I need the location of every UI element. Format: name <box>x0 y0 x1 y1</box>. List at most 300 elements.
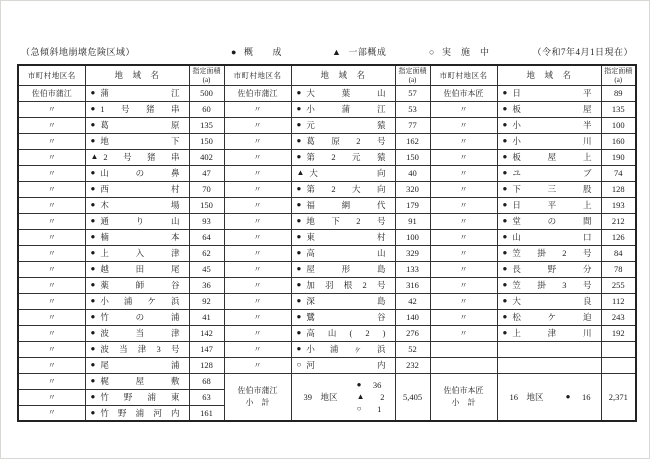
area-name-text: 通 り 山 <box>100 215 180 226</box>
district-cell: 〃 <box>18 133 85 149</box>
header-area-name: 地 域 名 <box>497 65 601 85</box>
district-cell: 佐伯市蒲江 <box>224 85 291 101</box>
in-progress-marker-icon: ○ <box>296 360 302 369</box>
district-cell: 〃 <box>224 245 291 261</box>
designated-area-cell: 500 <box>189 85 224 101</box>
completed-marker-icon: ● <box>90 376 96 385</box>
table-row <box>18 85 636 101</box>
district-cell: 〃 <box>224 325 291 341</box>
district-cell: 〃 <box>18 293 85 309</box>
area-name-text: 波 当 津 <box>100 327 180 338</box>
area-name-cell <box>85 245 189 261</box>
designated-area-cell: 60 <box>189 101 224 117</box>
area-name-cell <box>497 117 601 133</box>
area-name-text: 西 村 <box>100 183 180 194</box>
district-cell: 〃 <box>18 325 85 341</box>
district-cell: 〃 <box>18 261 85 277</box>
area-name <box>86 233 189 242</box>
subtotal-summary-cell <box>291 373 395 421</box>
table-row <box>18 357 636 373</box>
area-name <box>86 297 189 306</box>
area-name <box>292 153 395 162</box>
area-name <box>498 281 601 290</box>
partially-completed-marker-icon: ▲ <box>90 152 99 161</box>
area-name <box>498 105 601 114</box>
area-name-cell <box>85 389 189 405</box>
area-name <box>86 105 189 114</box>
area-name-cell <box>85 325 189 341</box>
area-name-cell <box>291 197 395 213</box>
marker-count-value: 16 <box>582 391 591 402</box>
area-name <box>292 121 395 130</box>
area-name <box>86 393 189 402</box>
district-cell: 〃 <box>430 293 497 309</box>
designated-area-cell: 162 <box>395 133 430 149</box>
area-name-cell <box>85 181 189 197</box>
district-cell: 〃 <box>224 309 291 325</box>
area-name-cell <box>85 341 189 357</box>
area-name-text: 竹 野 浦 東 <box>100 391 180 402</box>
area-name-cell <box>291 261 395 277</box>
completed-marker-icon: ● <box>502 136 508 145</box>
subtotal-district-name: 佐伯市本匠 <box>443 385 484 395</box>
completed-marker-icon: ● <box>296 88 302 97</box>
area-name <box>292 89 395 98</box>
area-name-text: 高 山 ( 2 ) <box>306 327 386 338</box>
district-cell: 佐伯市本匠 <box>430 85 497 101</box>
table-row <box>18 117 636 133</box>
area-name-cell <box>497 357 601 373</box>
marker-count-value: 1 <box>377 403 382 414</box>
completed-marker-icon: ● <box>502 152 508 161</box>
completed-marker-icon: ● <box>502 88 508 97</box>
area-name <box>498 265 601 274</box>
completed-marker-icon: ● <box>502 232 508 241</box>
district-cell: 〃 <box>18 117 85 133</box>
area-name-text: 小 川 <box>512 135 592 146</box>
area-name-text: 東 村 <box>306 231 386 242</box>
area-name <box>86 361 189 370</box>
table-row <box>18 325 636 341</box>
district-cell: 〃 <box>18 373 85 389</box>
subtotal-label: 小 計 <box>451 397 476 407</box>
area-name <box>86 265 189 274</box>
area-name-cell <box>497 197 601 213</box>
area-name-text: 下 三 股 <box>512 183 592 194</box>
header-area-name: 地 域 名 <box>291 65 395 85</box>
partially-completed-marker-icon: ▲ <box>296 168 305 177</box>
area-name <box>86 185 189 194</box>
area-name <box>292 249 395 258</box>
designated-area-cell: 45 <box>189 261 224 277</box>
area-name-text: 竹 の 浦 <box>100 311 180 322</box>
designated-area-cell: 193 <box>601 197 636 213</box>
completed-marker-icon: ● <box>90 407 96 417</box>
district-cell: 〃 <box>224 229 291 245</box>
subtotal-summary-cell <box>497 373 601 421</box>
area-name <box>86 201 189 210</box>
area-name-cell <box>497 85 601 101</box>
district-cell: 〃 <box>430 261 497 277</box>
district-cell: 〃 <box>224 197 291 213</box>
district-cell: 〃 <box>430 325 497 341</box>
area-name <box>498 329 601 338</box>
area-name <box>292 329 395 338</box>
subtotal-district-cell <box>224 373 291 421</box>
designated-area-cell: 140 <box>395 309 430 325</box>
area-name-text: 尾 浦 <box>100 359 180 370</box>
designated-area-cell: 192 <box>601 325 636 341</box>
district-cell: 〃 <box>18 389 85 405</box>
area-name <box>292 201 395 210</box>
area-name-text: 小 蒲 江 <box>306 103 386 114</box>
designated-area-cell: 316 <box>395 277 430 293</box>
completed-marker-icon: ● <box>296 152 302 161</box>
area-name-text: 蒲 江 <box>100 87 180 98</box>
area-name <box>292 297 395 306</box>
completed-marker-icon: ● <box>502 328 508 337</box>
district-cell: 〃 <box>430 197 497 213</box>
area-name-text: 笠 掛 2 号 <box>512 247 592 258</box>
area-name-cell <box>291 117 395 133</box>
table-row <box>18 133 636 149</box>
district-cell: 〃 <box>224 277 291 293</box>
area-name-text: 竹 野 浦 河 内 <box>100 407 180 418</box>
completed-marker-icon: ● <box>90 344 96 353</box>
subtotal-label: 小 計 <box>245 397 270 407</box>
completed-marker-icon: ● <box>502 216 508 225</box>
area-name-cell <box>497 245 601 261</box>
district-cell: 佐伯市蒲江 <box>18 85 85 101</box>
area-name-text: 山 口 <box>512 231 592 242</box>
completed-marker-icon: ● <box>231 47 237 57</box>
subtotal-marker-count <box>357 392 385 402</box>
legend-item-completed <box>231 45 282 58</box>
area-name-cell <box>291 325 395 341</box>
district-cell: 〃 <box>224 149 291 165</box>
area-name <box>86 409 189 418</box>
designated-area-cell: 150 <box>395 149 430 165</box>
area-name <box>292 233 395 242</box>
area-name <box>292 281 395 290</box>
area-name <box>292 313 395 322</box>
header-designated-area: 指定面積(a) <box>189 65 224 85</box>
area-name-text: 松 ケ 迫 <box>512 311 592 322</box>
area-name-text: 大 向 <box>309 167 386 178</box>
area-name <box>292 265 395 274</box>
completed-marker-icon: ● <box>90 184 96 193</box>
area-name-text: 大 葉 山 <box>306 87 386 98</box>
area-name <box>86 217 189 226</box>
partially-completed-marker-icon: ▲ <box>356 391 365 401</box>
designated-area-cell <box>601 357 636 373</box>
area-name <box>498 89 601 98</box>
partially-completed-marker-icon: ▲ <box>332 47 342 57</box>
area-name <box>86 153 189 162</box>
designated-area-cell <box>601 341 636 357</box>
designated-area-cell: 47 <box>189 165 224 181</box>
area-name-cell <box>291 85 395 101</box>
area-name-cell <box>497 165 601 181</box>
designated-area-cell: 68 <box>189 373 224 389</box>
area-name-cell <box>85 261 189 277</box>
area-name <box>498 121 601 130</box>
district-cell: 〃 <box>18 245 85 261</box>
area-name-text: 波 当 津 3 号 <box>100 343 180 354</box>
completed-marker-icon: ● <box>90 360 96 369</box>
area-name-cell <box>291 293 395 309</box>
subtotal-district-count: 16 地区 <box>509 391 544 402</box>
area-name-text: 河 内 <box>306 359 386 370</box>
area-name-text: 地 下 2 号 <box>306 215 386 226</box>
district-cell: 〃 <box>430 117 497 133</box>
area-name-text: 葛 原 <box>100 119 180 130</box>
area-name-text: 1 号 猪 串 <box>100 103 180 114</box>
completed-marker-icon: ● <box>90 88 96 97</box>
area-name <box>292 361 395 370</box>
area-name-text: 加 羽 根 2 号 <box>306 279 386 290</box>
area-name <box>86 169 189 178</box>
designated-area-cell: 78 <box>601 261 636 277</box>
area-name-cell <box>497 213 601 229</box>
area-name-text: 鷺 谷 <box>306 311 386 322</box>
area-name-text: 上 津 川 <box>512 327 592 338</box>
district-cell: 〃 <box>18 229 85 245</box>
designated-area-cell: 179 <box>395 197 430 213</box>
area-name-text: 山 の 鼻 <box>100 167 180 178</box>
designated-area-cell: 212 <box>601 213 636 229</box>
header-designated-area: 指定面積(a) <box>395 65 430 85</box>
as-of-date: （令和7年4月1日現在） <box>532 47 633 57</box>
table-row <box>18 261 636 277</box>
table-row <box>18 277 636 293</box>
district-cell: 〃 <box>18 165 85 181</box>
completed-marker-icon: ● <box>296 136 302 145</box>
designated-area-cell: 40 <box>395 165 430 181</box>
district-cell: 〃 <box>224 341 291 357</box>
area-name-text: 小 浦 ヶ 浜 <box>306 343 386 354</box>
table-row <box>18 181 636 197</box>
area-name-cell <box>497 181 601 197</box>
header-district: 市町村地区名 <box>18 65 85 85</box>
header-district: 市町村地区名 <box>430 65 497 85</box>
area-name-text: 高 山 <box>306 247 386 258</box>
area-name-cell <box>291 309 395 325</box>
area-name-cell <box>497 325 601 341</box>
area-name-cell <box>85 117 189 133</box>
completed-marker-icon: ● <box>502 280 508 289</box>
district-cell: 〃 <box>18 405 85 421</box>
completed-marker-icon: ● <box>296 296 302 305</box>
subtotal-marker-count <box>566 392 591 402</box>
completed-marker-icon: ● <box>502 312 508 321</box>
area-name-cell <box>291 133 395 149</box>
area-name-text: 梶 屋 敷 <box>100 375 180 386</box>
designated-area-cell: 147 <box>189 341 224 357</box>
area-name-cell <box>85 357 189 373</box>
area-name-cell <box>85 149 189 165</box>
area-name-cell <box>497 261 601 277</box>
area-name-cell <box>291 149 395 165</box>
area-name-cell <box>497 133 601 149</box>
designated-area-cell: 77 <box>395 117 430 133</box>
district-cell <box>430 341 497 357</box>
designated-area-cell: 84 <box>601 245 636 261</box>
district-cell: 〃 <box>224 213 291 229</box>
completed-marker-icon: ● <box>502 264 508 273</box>
area-name <box>498 153 601 162</box>
designated-area-cell: 135 <box>601 101 636 117</box>
area-name <box>86 281 189 290</box>
area-name-cell <box>497 309 601 325</box>
designated-area-cell: 112 <box>601 293 636 309</box>
completed-marker-icon: ● <box>90 200 96 209</box>
completed-marker-icon: ● <box>90 312 96 321</box>
designated-area-cell: 63 <box>189 389 224 405</box>
completed-marker-icon: ● <box>356 379 362 389</box>
table-row <box>18 101 636 117</box>
area-name-text: 2 号 猪 串 <box>103 151 180 162</box>
completed-marker-icon: ● <box>502 120 508 129</box>
completed-marker-icon: ● <box>90 280 96 289</box>
table-row <box>18 149 636 165</box>
subtotal-marker-count <box>357 380 385 390</box>
designated-area-cell: 52 <box>395 341 430 357</box>
area-name-text: 堂 の 間 <box>512 215 592 226</box>
district-cell: 〃 <box>430 181 497 197</box>
completed-marker-icon: ● <box>90 104 96 113</box>
header-designated-area: 指定面積(a) <box>601 65 636 85</box>
completed-marker-icon: ● <box>296 104 302 113</box>
designated-area-cell: 57 <box>395 85 430 101</box>
area-name-cell <box>85 101 189 117</box>
in-progress-marker-icon: ○ <box>429 47 435 57</box>
designated-area-cell: 190 <box>601 149 636 165</box>
area-name <box>498 297 601 306</box>
district-cell: 〃 <box>18 101 85 117</box>
legend-item-in-progress <box>429 45 489 58</box>
designated-area-cell: 91 <box>395 213 430 229</box>
table-row <box>18 373 636 389</box>
designated-area-cell: 74 <box>601 165 636 181</box>
table-row <box>18 165 636 181</box>
area-name-cell <box>85 373 189 389</box>
completed-marker-icon: ● <box>296 344 302 353</box>
completed-marker-icon: ● <box>90 216 96 225</box>
completed-marker-icon: ● <box>502 168 508 177</box>
designated-area-cell: 128 <box>189 357 224 373</box>
area-name-cell <box>85 309 189 325</box>
area-name-text: 第 2 元 猿 <box>306 151 386 162</box>
district-cell: 〃 <box>430 101 497 117</box>
designated-area-cell: 133 <box>395 261 430 277</box>
designated-area-cell: 92 <box>189 293 224 309</box>
area-name <box>292 345 395 354</box>
area-name-cell <box>85 213 189 229</box>
area-name-text: 元 猿 <box>306 119 386 130</box>
area-name-cell <box>497 101 601 117</box>
area-name-cell <box>291 165 395 181</box>
area-name-cell <box>85 229 189 245</box>
area-name-text: 小 半 <box>512 119 592 130</box>
district-cell: 〃 <box>224 117 291 133</box>
area-name-text: 笠 掛 3 号 <box>512 279 592 290</box>
district-cell: 〃 <box>224 181 291 197</box>
completed-marker-icon: ● <box>90 264 96 273</box>
designated-area-cell: 160 <box>601 133 636 149</box>
district-cell: 〃 <box>430 245 497 261</box>
completed-marker-icon: ● <box>296 200 302 209</box>
legend-label: 実 施 中 <box>441 47 490 57</box>
area-name-cell <box>497 341 601 357</box>
table-row <box>18 213 636 229</box>
designated-area-cell: 100 <box>395 229 430 245</box>
completed-marker-icon: ● <box>90 120 96 129</box>
designated-area-cell: 150 <box>189 133 224 149</box>
area-name <box>86 89 189 98</box>
area-name-cell <box>85 293 189 309</box>
area-name-text: 越 田 尾 <box>100 263 180 274</box>
completed-marker-icon: ● <box>296 232 302 241</box>
area-name-cell <box>85 405 189 421</box>
table-body <box>18 85 636 421</box>
designated-area-cell: 62 <box>189 245 224 261</box>
area-name-cell <box>291 277 395 293</box>
designated-area-cell: 329 <box>395 245 430 261</box>
area-name <box>498 201 601 210</box>
designated-area-cell: 402 <box>189 149 224 165</box>
area-name-text: ユ ブ <box>512 167 592 178</box>
area-name <box>292 185 395 194</box>
area-name-cell <box>85 165 189 181</box>
completed-marker-icon: ● <box>296 184 302 193</box>
designated-area-cell: 70 <box>189 181 224 197</box>
designated-area-cell: 276 <box>395 325 430 341</box>
area-name <box>498 233 601 242</box>
area-name-cell <box>497 277 601 293</box>
designated-area-cell: 53 <box>395 101 430 117</box>
subtotal-marker-counts <box>357 380 385 414</box>
area-name-text: 福 網 代 <box>306 199 386 210</box>
area-name <box>86 345 189 354</box>
completed-marker-icon: ● <box>296 248 302 257</box>
district-cell: 〃 <box>430 165 497 181</box>
area-name-text: 小 浦 ケ 浜 <box>100 295 180 306</box>
designated-area-cell: 36 <box>189 277 224 293</box>
district-cell: 〃 <box>18 357 85 373</box>
area-name <box>86 121 189 130</box>
completed-marker-icon: ● <box>296 280 302 289</box>
completed-marker-icon: ● <box>90 296 96 305</box>
completed-marker-icon: ● <box>90 328 96 337</box>
area-name-cell <box>85 133 189 149</box>
area-name-text: 屋 形 島 <box>306 263 386 274</box>
hazard-area-table <box>17 64 637 422</box>
district-cell: 〃 <box>430 229 497 245</box>
completed-marker-icon: ● <box>502 248 508 257</box>
district-cell: 〃 <box>224 261 291 277</box>
designated-area-cell: 64 <box>189 229 224 245</box>
area-name-text: 葛 原 2 号 <box>306 135 386 146</box>
area-name-cell <box>291 101 395 117</box>
district-cell: 〃 <box>430 213 497 229</box>
designated-area-cell: 42 <box>395 293 430 309</box>
completed-marker-icon: ● <box>90 168 96 177</box>
area-name-cell <box>497 149 601 165</box>
district-cell: 〃 <box>430 149 497 165</box>
subtotal-district-name: 佐伯市蒲江 <box>237 385 278 395</box>
subtotal-marker-counts <box>566 392 591 402</box>
